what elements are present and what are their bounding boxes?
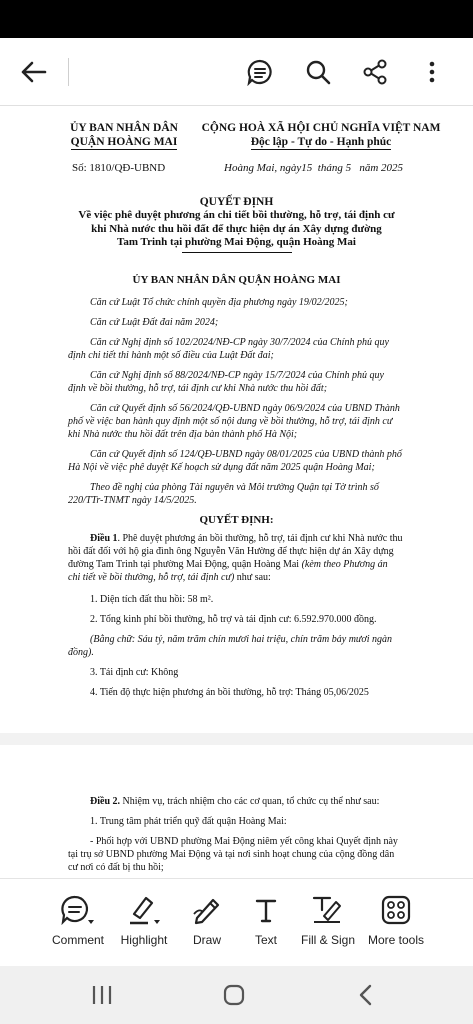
legal-basis-5b: phố về việc ban hành quy định một số nội dung về bồi thường, hỗ trợ, tái định cư	[68, 416, 393, 427]
item-2-words-b: đồng).	[68, 647, 94, 658]
legal-basis-4b: định về bồi thường, hỗ trợ, tái định cư khi Nhà nước thu hồi đất;	[68, 383, 328, 394]
issue-date	[224, 162, 403, 174]
article-1-c	[68, 558, 438, 571]
item-2-words-a: (Bằng chữ: Sáu tỷ, năm trăm chín mươi hai triệu, chín trăm bảy mươi ngàn	[90, 634, 393, 645]
subtitle-line: Tam Trinh tại phường Mai Động, quận Hoàng Mai	[117, 236, 356, 248]
nation-line-1: CỘNG HOÀ XÃ HỘI CHỦ NGHĨA VIỆT NAM	[201, 122, 441, 134]
nation-motto: Độc lập - Tự do - Hạnh phúc	[250, 136, 392, 148]
date-month: 5	[345, 162, 352, 174]
article-2-item-1c: cư nơi có đất bị thu hồi;	[68, 862, 164, 873]
title-underline	[182, 252, 292, 253]
more-tools[interactable]	[358, 893, 434, 947]
article-2-label: Điều 2.	[90, 796, 120, 807]
text-label: Text	[254, 933, 277, 947]
authority-heading: ỦY BAN NHÂN DÂN QUẬN HOÀNG MAI	[132, 274, 341, 286]
document-page-1	[0, 106, 473, 733]
comment-tool[interactable]	[42, 893, 114, 947]
legal-basis-6a: Căn cứ Quyết định số 124/QĐ-UBND ngày 08/01/2025 của UBND thành phố	[90, 449, 402, 460]
item-1: 1. Diện tích đất thu hồi: 58 m².	[90, 594, 214, 605]
article-1-a	[90, 532, 430, 545]
grid-apps-icon	[358, 893, 434, 927]
fill-sign-label: Fill & Sign	[300, 933, 356, 947]
app-bar	[0, 38, 473, 106]
article-1-c-italic: (kèm theo Phương án	[301, 559, 388, 570]
legal-basis-4a: Căn cứ Nghị định số 88/2024/NĐ-CP ngày 15/7/2024 của Chính phủ quy	[90, 370, 384, 381]
legal-basis-5c: khi Nhà nước thu hồi đất trên địa bàn thành phố Hà Nội;	[68, 429, 298, 440]
legal-basis-5a: Căn cứ Quyết định số 56/2024/QĐ-UBND ngày 06/9/2024 của UBND Thành	[90, 403, 400, 414]
article-1-b: hồi đất đối với hộ gia đình ông Nguyễn Văn Hường để thực hiện dự án Xây dựng	[68, 546, 394, 557]
highlighter-icon	[108, 893, 180, 927]
item-2: 2. Tổng kinh phí bồi thường, hỗ trợ và tái định cư: 6.592.970.000 đồng.	[90, 614, 377, 625]
recent-apps-icon[interactable]	[82, 980, 122, 1010]
article-2-item-1a: - Phối hợp với UBND phường Mai Động niêm yết công khai Quyết định này	[90, 836, 398, 847]
decision-heading: QUYẾT ĐỊNH:	[199, 514, 274, 526]
date-year: năm 2025	[359, 162, 404, 174]
highlight-label: Highlight	[120, 933, 168, 947]
document-title: QUYẾT ĐỊNH	[199, 196, 274, 208]
fill-sign-tool[interactable]	[292, 893, 364, 947]
org-line-1: ỦY BAN NHÂN DÂN	[70, 122, 178, 134]
document-subtitle	[30, 209, 443, 250]
document-viewer[interactable]	[0, 106, 473, 878]
item-3: 3. Tái định cư: Không	[90, 667, 179, 678]
org-line-2: QUẬN HOÀNG MAI	[70, 136, 178, 148]
search-icon[interactable]	[302, 56, 334, 88]
app-bar-divider	[68, 58, 69, 86]
national-header	[196, 121, 446, 150]
share-icon[interactable]	[359, 56, 391, 88]
article-2-text: Nhiệm vụ, trách nhiệm cho các cơ quan, tổ chức cụ thể như sau:	[120, 796, 380, 807]
comment-label: Comment	[51, 933, 104, 947]
back-nav-icon[interactable]	[346, 980, 386, 1010]
date-day: 15	[301, 162, 313, 174]
draw-label: Draw	[192, 933, 221, 947]
comment-list-icon[interactable]	[244, 56, 276, 88]
article-1-c-text: đường Tam Trinh tại phường Mai Động, quận Hoàng Mai	[68, 559, 302, 570]
home-icon[interactable]	[214, 980, 254, 1010]
legal-basis-3b: định chi tiết thi hành một số điều của Luật Đất đai;	[68, 350, 274, 361]
article-2	[90, 795, 430, 808]
comment-icon	[42, 893, 114, 927]
overflow-menu-icon[interactable]	[416, 56, 448, 88]
legal-basis-3a: Căn cứ Nghị định số 102/2024/NĐ-CP ngày 30/7/2024 của Chính phủ quy	[90, 337, 389, 348]
article-1-d	[68, 571, 438, 584]
article-2-item-1: 1. Trung tâm phát triển quỹ đất quận Hoàng Mai:	[90, 816, 287, 827]
article-2-item-1b: tại trụ sở UBND phường Mai Động và tại nơi sinh hoạt chung của cộng đồng dân	[68, 849, 395, 860]
article-1-text: . Phê duyệt phương án bồi thường, hỗ trợ, tái định cư khi Nhà nước thu	[117, 533, 403, 544]
fill-sign-icon	[292, 893, 364, 927]
legal-basis-6b: Hà Nội về việc phê duyệt Kế hoạch sử dụng đất năm 2025 quận Hoàng Mai;	[68, 462, 375, 473]
proposal-a: Theo đề nghị của phòng Tài nguyên và Môi trường Quận tại Tờ trình số	[90, 482, 379, 493]
subtitle-line: khi Nhà nước thu hồi đất để thực hiện dự án Xây dựng đường	[91, 222, 382, 235]
issuing-authority	[54, 121, 194, 150]
article-1-d-text: như sau:	[234, 572, 271, 583]
item-4: 4. Tiến độ thực hiện phương án bồi thường, hỗ trợ: Tháng 05,06/2025	[90, 687, 369, 698]
article-1-label: Điều 1	[90, 533, 118, 544]
system-nav-bar	[0, 966, 473, 1024]
date-month-label: tháng	[317, 162, 343, 174]
article-1-d-italic: chi tiết về bồi thường, hỗ trợ, tái định cư)	[68, 572, 235, 583]
more-tools-label: More tools	[367, 933, 425, 947]
date-prefix: Hoàng Mai, ngày	[224, 162, 302, 174]
back-arrow-icon[interactable]	[18, 56, 50, 88]
subtitle-line: Về việc phê duyệt phương án chi tiết bồi thường, hỗ trợ, tái định cư	[78, 209, 395, 221]
bottom-toolbar	[0, 878, 473, 966]
legal-basis-2: Căn cứ Luật Đất đai năm 2024;	[90, 317, 219, 328]
decision-number: Số: 1810/QĐ-UBND	[72, 162, 166, 174]
legal-basis-1: Căn cứ Luật Tổ chức chính quyền địa phương ngày 19/02/2025;	[90, 297, 348, 308]
highlight-tool[interactable]	[108, 893, 180, 947]
proposal-b: 220/TTr-TNMT ngày 14/5/2025.	[68, 495, 197, 506]
status-bar	[0, 0, 473, 38]
document-page-2	[0, 745, 473, 878]
